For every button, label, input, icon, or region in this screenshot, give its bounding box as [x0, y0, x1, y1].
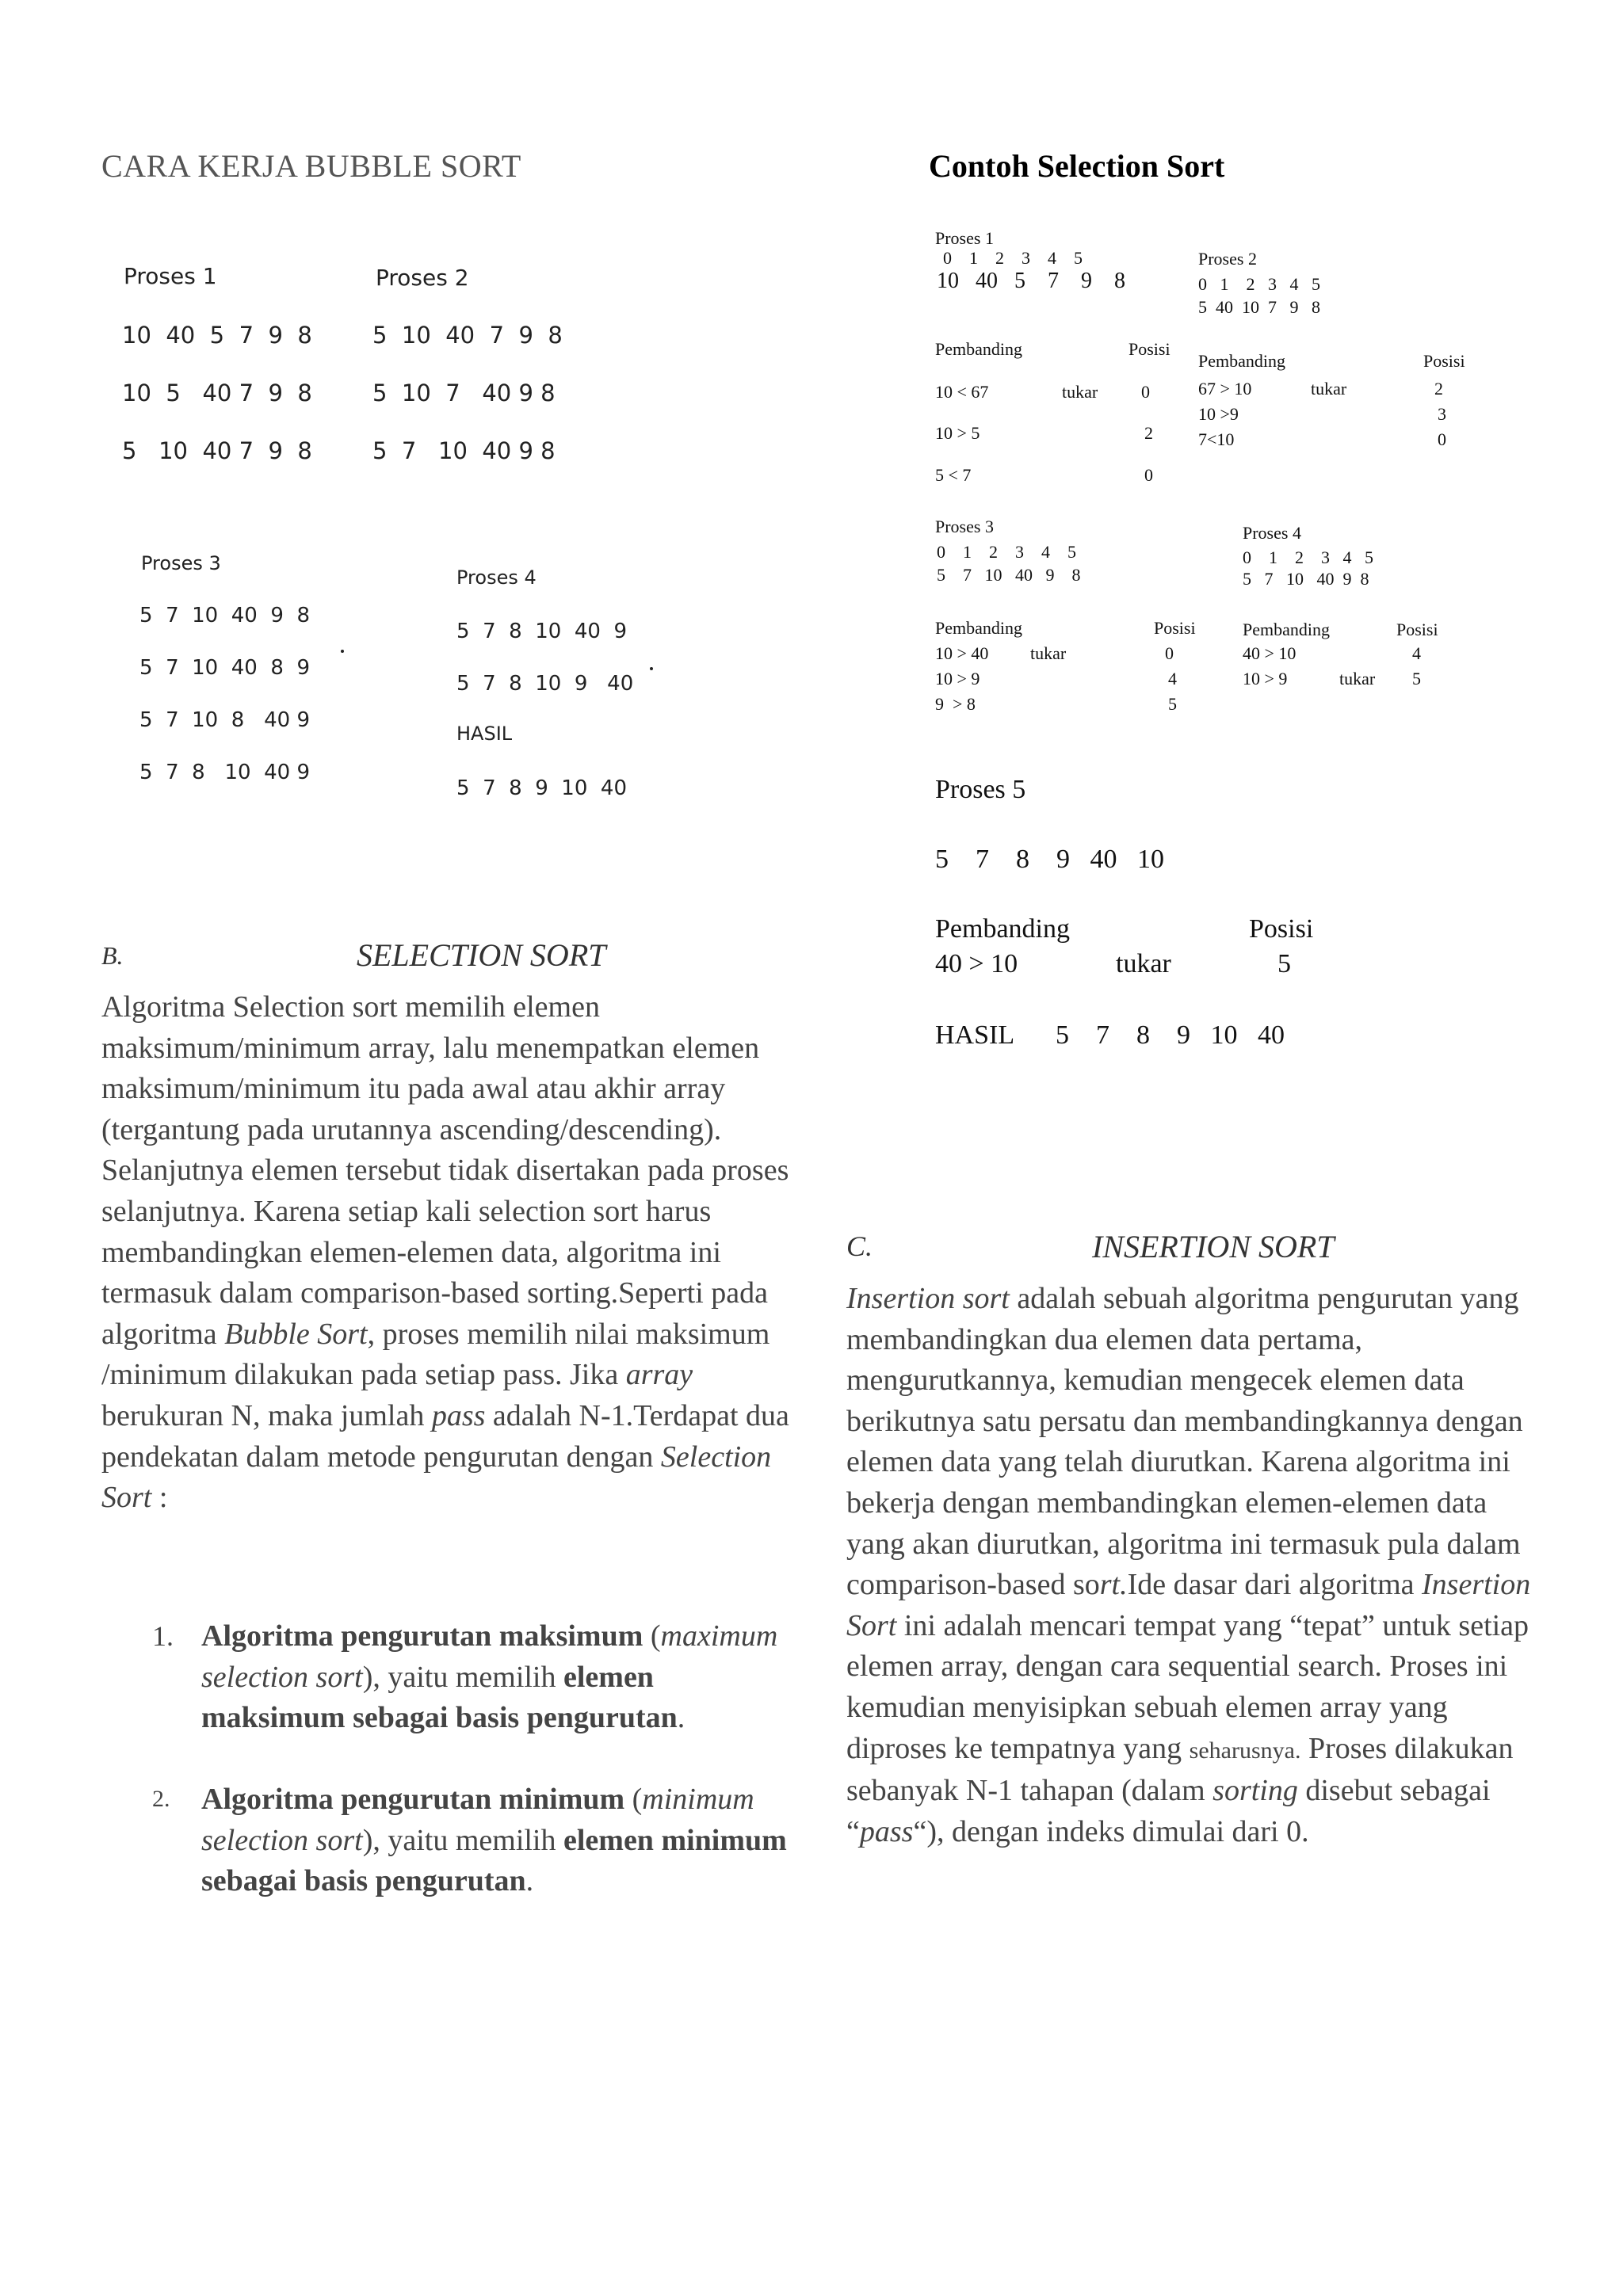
- sel-proses-4-label: Proses 4: [1243, 523, 1301, 543]
- sel-compare: 9 > 8: [935, 694, 976, 714]
- sel-proses-3-label: Proses 3: [935, 517, 994, 536]
- bubble-proses-3-row: 5 7 10 8 40 9: [139, 708, 310, 732]
- sel-proses-5-values: 5 7 8 9 40 10: [935, 845, 1164, 874]
- list-number: 1.: [152, 1620, 174, 1652]
- sel-compare: 40 > 10: [935, 949, 1018, 978]
- sel-compare: 10 > 40: [935, 643, 989, 663]
- selection-example-heading: Contoh Selection Sort: [929, 148, 1225, 184]
- sel-proses-1-label: Proses 1: [935, 228, 994, 248]
- sel-proses-2-position-label: Posisi: [1423, 351, 1465, 371]
- sel-position: 5: [1412, 669, 1421, 688]
- section-c-letter: C.: [846, 1230, 873, 1262]
- bubble-proses-1-row: 10 40 5 7 9 8: [122, 322, 312, 349]
- section-c-paragraph: Insertion sort adalah sebuah algoritma pengurutan yang membandingkan dua elemen data pertama, mengurutkannya, kemudian mengecek elemen data berikutnya satu persatu dan membandingkannya dengan elemen data yang telah diurutkan. Karena algoritma ini bekerja dengan membandingkan elemen-elemen data yang akan diurutkan, algoritma ini termasuk pula dalam comparison-based sort.Ide dasar dari algoritma Insertion Sort ini adalah mencari tempat yang “tepat” untuk setiap elemen array, dengan cara sequential search. Proses ini kemudian menyisipkan sebuah elemen array yang diproses ke tempatnya yang seharusnya. Proses dilakukan sebanyak N-1 tahapan (dalam sorting disebut sebagai “pass“), dengan indeks dimulai dari 0.: [846, 1282, 1531, 1848]
- sel-compare: 7<10: [1198, 429, 1235, 449]
- sel-proses-1-compare-label: Pembanding: [935, 339, 1022, 359]
- sel-proses-3-indices: 0 1 2 3 4 5: [937, 542, 1076, 562]
- bubble-proses-4-label: Proses 4: [456, 566, 537, 589]
- bubble-proses-3-label: Proses 3: [141, 552, 221, 574]
- section-b-title: SELECTION SORT: [357, 937, 606, 973]
- bubble-proses-3-row: 5 7 10 40 9 8: [139, 604, 310, 627]
- sel-hasil-values: 5 7 8 9 10 40: [1056, 1020, 1285, 1050]
- sel-proses-1-position-label: Posisi: [1128, 339, 1170, 359]
- sel-proses-3-position-label: Posisi: [1154, 618, 1196, 638]
- sel-position: 2: [1434, 379, 1443, 399]
- sel-position: 0: [1144, 465, 1153, 485]
- stray-dot: [650, 667, 653, 670]
- sel-proses-1-values: 10 40 5 7 9 8: [937, 269, 1125, 293]
- list-item: Algoritma pengurutan maksimum (maximum selection sort), yaitu memilih elemen maksimum sebagai basis pengurutan.: [201, 1619, 778, 1735]
- sel-action: tukar: [1116, 949, 1171, 978]
- sel-proses-2-compare-label: Pembanding: [1198, 351, 1285, 371]
- sel-compare: 40 > 10: [1243, 643, 1296, 663]
- sel-proses-4-position-label: Posisi: [1396, 620, 1438, 639]
- sel-proses-3-compare-label: Pembanding: [935, 618, 1022, 638]
- sel-proses-4-compare-label: Pembanding: [1243, 620, 1330, 639]
- bubble-proses-1-row: 10 5 40 7 9 8: [122, 379, 312, 406]
- bubble-proses-2-row: 5 10 40 7 9 8: [372, 322, 563, 349]
- sel-position: 3: [1438, 404, 1446, 424]
- sel-position: 0: [1141, 382, 1150, 402]
- sel-proses-5-compare-label: Pembanding: [935, 914, 1070, 944]
- stray-dot: [341, 650, 344, 653]
- sel-proses-4-values: 5 7 10 40 9 8: [1243, 569, 1369, 589]
- sel-action: tukar: [1030, 643, 1067, 663]
- list-item: Algoritma pengurutan minimum (minimum selection sort), yaitu memilih elemen minimum sebagai basis pengurutan.: [201, 1783, 787, 1898]
- sel-position: 5: [1168, 694, 1177, 714]
- sel-position: 0: [1438, 429, 1446, 449]
- sel-compare: 10 > 9: [935, 669, 980, 688]
- sel-position: 5: [1277, 949, 1291, 978]
- sel-proses-5-position-label: Posisi: [1249, 914, 1314, 944]
- bubble-sort-heading: CARA KERJA BUBBLE SORT: [101, 148, 521, 184]
- bubble-proses-1-row: 5 10 40 7 9 8: [122, 437, 312, 464]
- sel-compare: 5 < 7: [935, 465, 972, 485]
- sel-compare: 10 >9: [1198, 404, 1239, 424]
- bubble-proses-4-row: 5 7 8 10 9 40: [456, 672, 634, 696]
- sel-proses-4-indices: 0 1 2 3 4 5: [1243, 547, 1373, 567]
- bubble-proses-2-label: Proses 2: [376, 265, 469, 291]
- sel-proses-2-indices: 0 1 2 3 4 5: [1198, 274, 1320, 294]
- bubble-proses-3-row: 5 7 8 10 40 9: [139, 761, 310, 784]
- sel-action: tukar: [1339, 669, 1376, 688]
- section-b-paragraph: Algoritma Selection sort memilih elemen maksimum/minimum array, lalu menempatkan elemen maksimum/minimum itu pada awal atau akhir array (tergantung pada urutannya ascending/descending). Selanjutnya elemen tersebut tidak disertakan pada proses selanjutnya. Karena setiap kali selection sort harus membandingkan elemen-elemen data, algoritma ini termasuk dalam comparison-based sorting.Seperti pada algoritma Bubble Sort, proses memilih nilai maksimum /minimum dilakukan pada setiap pass. Jika array berukuran N, maka jumlah pass adalah N-1.Terdapat dua pendekatan dalam metode pengurutan dengan Selection Sort :: [101, 990, 789, 1515]
- sel-proses-3-values: 5 7 10 40 9 8: [937, 565, 1081, 585]
- sel-position: 4: [1412, 643, 1421, 663]
- sel-compare: 10 < 67: [935, 382, 989, 402]
- bubble-hasil-label: HASIL: [456, 723, 513, 745]
- bubble-proses-4-row: 5 7 8 10 40 9: [456, 620, 627, 643]
- sel-action: tukar: [1062, 382, 1098, 402]
- sel-position: 4: [1168, 669, 1177, 688]
- sel-proses-1-indices: 0 1 2 3 4 5: [943, 248, 1083, 268]
- sel-proses-5-label: Proses 5: [935, 775, 1026, 804]
- sel-action: tukar: [1311, 379, 1347, 399]
- bubble-proses-3-row: 5 7 10 40 8 9: [139, 656, 310, 680]
- bubble-hasil-row: 5 7 8 9 10 40: [456, 776, 627, 800]
- list-number: 2.: [152, 1786, 170, 1812]
- bubble-proses-2-row: 5 10 7 40 9 8: [372, 379, 556, 406]
- bubble-proses-2-row: 5 7 10 40 9 8: [372, 437, 556, 464]
- section-b-letter: B.: [101, 941, 124, 970]
- sel-proses-2-values: 5 40 10 7 9 8: [1198, 297, 1320, 317]
- sel-compare: 10 > 5: [935, 423, 980, 443]
- sel-compare: 67 > 10: [1198, 379, 1252, 399]
- bubble-proses-1-label: Proses 1: [124, 263, 217, 289]
- sel-position: 2: [1144, 423, 1153, 443]
- sel-proses-2-label: Proses 2: [1198, 249, 1257, 269]
- sel-position: 0: [1165, 643, 1174, 663]
- sel-compare: 10 > 9: [1243, 669, 1288, 688]
- section-c-title: INSERTION SORT: [1092, 1229, 1335, 1264]
- sel-hasil-label: HASIL: [935, 1020, 1015, 1050]
